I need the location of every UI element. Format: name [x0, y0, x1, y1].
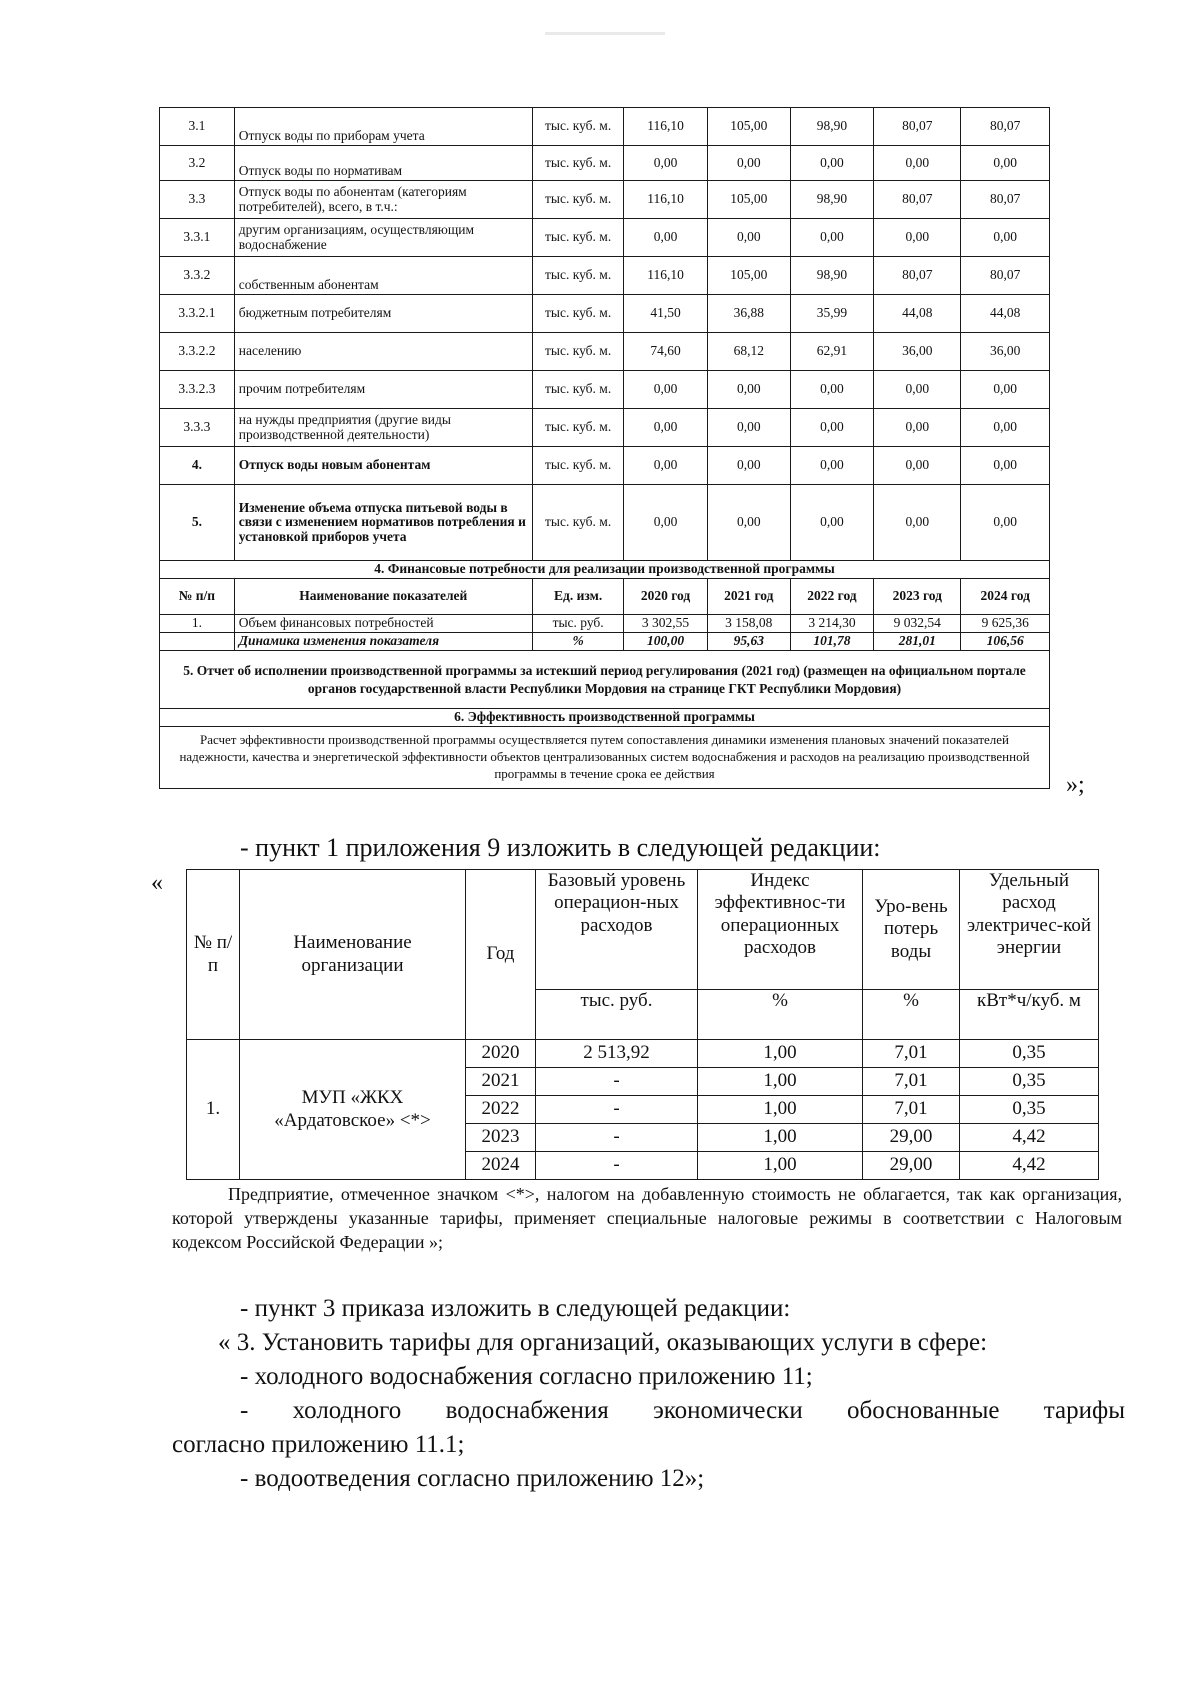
row-name: прочим потребителям: [234, 371, 532, 409]
cell-index: 1,00: [698, 1068, 863, 1096]
table-row: [160, 615, 1050, 633]
s4-header-year: 2021 год: [707, 579, 790, 615]
table-row: [160, 181, 1050, 219]
row-value: 0,00: [961, 146, 1050, 181]
cell-index: 1,00: [698, 1096, 863, 1124]
table-row: [160, 371, 1050, 409]
row-name: Изменение объема отпуска питьевой воды в связи с изменением нормативов потребления и установкой приборов учета: [234, 485, 532, 561]
row-value: 105,00: [707, 257, 790, 295]
row-unit: тыс. куб. м.: [532, 295, 624, 333]
s4-row-value: 3 302,55: [624, 615, 707, 633]
row-value: 0,00: [624, 485, 707, 561]
row-value: 0,00: [624, 219, 707, 257]
row-unit: тыс. куб. м.: [532, 108, 624, 146]
unit-base: тыс. руб.: [536, 990, 698, 1040]
opening-quote: «: [151, 870, 163, 896]
unit-energy: кВт*ч/куб. м: [960, 990, 1099, 1040]
table-row: [160, 485, 1050, 561]
row-num: 5.: [160, 485, 235, 561]
row-value: 0,00: [961, 485, 1050, 561]
row-value: 36,00: [961, 333, 1050, 371]
row-name: Отпуск воды по приборам учета: [234, 108, 532, 146]
cell-index: 1,00: [698, 1124, 863, 1152]
row-value: 80,07: [961, 108, 1050, 146]
table-row: [160, 257, 1050, 295]
row-num: 3.3.2.3: [160, 371, 235, 409]
section5-title: 5. Отчет об исполнении производственной программы за истекший период регулирования (2021 год) (размещен на официальном портале органов государственной власти Республики Мордовия на странице ГКТ Республики Мордовия): [160, 651, 1050, 709]
vat-note-text: Предприятие, отмеченное значком <*>, налогом на добавленную стоимость не облагается, так как организация, которой утверждены указанные тарифы, применяет специальные налоговые режимы в соответствии с Налоговым кодексом Российской Федерации »;: [172, 1184, 1122, 1252]
drainage-item: - водоотведения согласно приложению 12»;: [240, 1465, 705, 1492]
row-num: 4.: [160, 447, 235, 485]
row-unit: тыс. куб. м.: [532, 257, 624, 295]
row-value: 44,08: [874, 295, 961, 333]
row-name: населению: [234, 333, 532, 371]
row-value: 80,07: [961, 257, 1050, 295]
row-value: 98,90: [790, 108, 873, 146]
row-value: 68,12: [707, 333, 790, 371]
row-num: 3.3: [160, 181, 235, 219]
cell-energy: 4,42: [960, 1152, 1099, 1180]
row-name: на нужды предприятия (другие виды производственной деятельности): [234, 409, 532, 447]
row-unit: тыс. куб. м.: [532, 333, 624, 371]
row-unit: тыс. куб. м.: [532, 447, 624, 485]
cell-index: 1,00: [698, 1040, 863, 1068]
s4-header-year: 2024 год: [961, 579, 1050, 615]
cell-energy: 0,35: [960, 1068, 1099, 1096]
cell-year: 2023: [466, 1124, 536, 1152]
unit-index: %: [698, 990, 863, 1040]
s4-row-value: 9 625,36: [961, 615, 1050, 633]
row-value: 0,00: [790, 371, 873, 409]
cold-water-item: - холодного водоснабжения согласно приложению 11;: [240, 1363, 813, 1390]
row-value: 80,07: [961, 181, 1050, 219]
header-num: № п/ п: [187, 870, 240, 1040]
row-num: 3.3.2: [160, 257, 235, 295]
row-value: 80,07: [874, 257, 961, 295]
s4-header-year: 2020 год: [624, 579, 707, 615]
row-value: 0,00: [790, 447, 873, 485]
point3-tariffs: « 3. Установить тарифы для организаций, оказывающих услуги в сфере:: [218, 1329, 988, 1356]
row-value: 0,00: [961, 219, 1050, 257]
row-value: 98,90: [790, 257, 873, 295]
s4-row-value: 281,01: [874, 633, 961, 651]
row-value: 44,08: [961, 295, 1050, 333]
table-row: [160, 295, 1050, 333]
table-row: [160, 447, 1050, 485]
cell-year: 2022: [466, 1096, 536, 1124]
cell-year: 2020: [466, 1040, 536, 1068]
row-value: 35,99: [790, 295, 873, 333]
row-value: 41,50: [624, 295, 707, 333]
cell-loss: 7,01: [863, 1040, 960, 1068]
row-value: 0,00: [707, 146, 790, 181]
row-value: 0,00: [707, 485, 790, 561]
org-num: 1.: [187, 1040, 240, 1180]
s4-row-name: Объем финансовых потребностей: [234, 615, 532, 633]
row-name: другим организациям, осуществляющим водоснабжение: [234, 219, 532, 257]
cell-base: 2 513,92: [536, 1040, 698, 1068]
s4-row-value: 3 158,08: [707, 615, 790, 633]
s4-row-value: 95,63: [707, 633, 790, 651]
cell-base: -: [536, 1068, 698, 1096]
cell-energy: 4,42: [960, 1124, 1099, 1152]
row-value: 0,00: [874, 219, 961, 257]
row-value: 0,00: [707, 371, 790, 409]
row-value: 0,00: [874, 409, 961, 447]
row-value: 98,90: [790, 181, 873, 219]
row-value: 0,00: [624, 409, 707, 447]
row-value: 0,00: [707, 409, 790, 447]
row-name: Отпуск воды по абонентам (категориям потребителей), всего, в т.ч.:: [234, 181, 532, 219]
row-name: бюджетным потребителям: [234, 295, 532, 333]
cell-index: 1,00: [698, 1152, 863, 1180]
row-unit: тыс. куб. м.: [532, 181, 624, 219]
row-value: 0,00: [874, 447, 961, 485]
row-unit: тыс. куб. м.: [532, 371, 624, 409]
row-value: 0,00: [874, 371, 961, 409]
row-value: 0,00: [961, 447, 1050, 485]
header-water-loss: Уро-вень потерь воды: [863, 870, 960, 990]
row-num: 3.2: [160, 146, 235, 181]
efficiency-table: [186, 869, 1099, 1180]
header-efficiency-index: Индекс эффективнос-ти операционных расходов: [698, 870, 863, 990]
row-value: 80,07: [874, 108, 961, 146]
s4-row-name: Динамика изменения показателя: [234, 633, 532, 651]
row-value: 0,00: [707, 219, 790, 257]
row-unit: тыс. куб. м.: [532, 485, 624, 561]
row-value: 0,00: [961, 409, 1050, 447]
row-value: 105,00: [707, 108, 790, 146]
cell-base: -: [536, 1124, 698, 1152]
unit-loss: %: [863, 990, 960, 1040]
s4-row-value: 100,00: [624, 633, 707, 651]
row-value: 116,10: [624, 181, 707, 219]
row-value: 0,00: [624, 371, 707, 409]
cell-energy: 0,35: [960, 1096, 1099, 1124]
production-program-table: [159, 107, 1050, 789]
row-value: 62,91: [790, 333, 873, 371]
row-value: 80,07: [874, 181, 961, 219]
vat-note: [172, 1182, 1122, 1254]
table-row: [160, 333, 1050, 371]
row-value: 0,00: [624, 146, 707, 181]
row-num: 3.3.1: [160, 219, 235, 257]
row-num: 3.3.2.1: [160, 295, 235, 333]
row-value: 0,00: [707, 447, 790, 485]
row-name: Отпуск воды новым абонентам: [234, 447, 532, 485]
row-name: Отпуск воды по нормативам: [234, 146, 532, 181]
row-value: 74,60: [624, 333, 707, 371]
cell-loss: 7,01: [863, 1096, 960, 1124]
cell-energy: 0,35: [960, 1040, 1099, 1068]
row-value: 116,10: [624, 108, 707, 146]
table-row: [160, 409, 1050, 447]
row-value: 36,88: [707, 295, 790, 333]
s4-row-value: 9 032,54: [874, 615, 961, 633]
s4-row-value: 3 214,30: [790, 615, 873, 633]
row-value: 0,00: [624, 447, 707, 485]
row-value: 0,00: [790, 146, 873, 181]
row-value: 0,00: [790, 485, 873, 561]
s4-header-num: № п/п: [160, 579, 235, 615]
table-row: [160, 633, 1050, 651]
header-org-name: Наименование организации: [240, 870, 466, 1040]
row-num: 3.3.2.2: [160, 333, 235, 371]
s4-header-unit: Ед. изм.: [532, 579, 624, 615]
s4-row-num: [160, 633, 235, 651]
row-value: 36,00: [874, 333, 961, 371]
point1-intro: - пункт 1 приложения 9 изложить в следующей редакции:: [240, 833, 881, 862]
section4-title: 4. Финансовые потребности для реализации производственной программы: [160, 561, 1050, 579]
s4-header-year: 2022 год: [790, 579, 873, 615]
s4-row-unit: тыс. руб.: [532, 615, 624, 633]
table-row: [160, 219, 1050, 257]
scan-artifact: [545, 28, 665, 40]
org-name: МУП «ЖКХ «Ардатовское» <*>: [240, 1040, 466, 1180]
s4-row-value: 101,78: [790, 633, 873, 651]
cold-water-economic-item: - холодного водоснабжения экономически обоснованные тарифы: [240, 1397, 1125, 1424]
s4-row-value: 106,56: [961, 633, 1050, 651]
row-name: собственным абонентам: [234, 257, 532, 295]
cell-loss: 29,00: [863, 1152, 960, 1180]
cell-year: 2021: [466, 1068, 536, 1096]
row-value: 0,00: [874, 485, 961, 561]
header-energy: Удельный расход электричес-кой энергии: [960, 870, 1099, 990]
row-unit: тыс. куб. м.: [532, 146, 624, 181]
s4-row-num: 1.: [160, 615, 235, 633]
header-base-level: Базовый уровень операцион-ных расходов: [536, 870, 698, 990]
table-row: [160, 146, 1050, 181]
section6-text: Расчет эффективности производственной программы осуществляется путем сопоставления динамики изменения плановых значений показателей надежности, качества и энергетической эффективности объектов централизованных систем водоснабжения и расходов на реализацию производственной программы в течение срока ее действия: [160, 727, 1050, 789]
table-row: [187, 1040, 1099, 1068]
cell-year: 2024: [466, 1152, 536, 1180]
row-unit: тыс. куб. м.: [532, 409, 624, 447]
section6-title: 6. Эффективность производственной программы: [160, 709, 1050, 727]
row-value: 0,00: [961, 371, 1050, 409]
cell-loss: 29,00: [863, 1124, 960, 1152]
s4-header-name: Наименование показателей: [234, 579, 532, 615]
row-num: 3.3.3: [160, 409, 235, 447]
header-year: Год: [466, 870, 536, 1040]
row-value: 0,00: [874, 146, 961, 181]
row-unit: тыс. куб. м.: [532, 219, 624, 257]
cold-water-economic-item-cont: согласно приложению 11.1;: [172, 1431, 465, 1458]
point3-intro: - пункт 3 приказа изложить в следующей редакции:: [240, 1295, 791, 1322]
cell-loss: 7,01: [863, 1068, 960, 1096]
s4-row-unit: %: [532, 633, 624, 651]
closing-quote: »;: [1066, 772, 1085, 798]
cell-base: -: [536, 1096, 698, 1124]
row-value: 0,00: [790, 219, 873, 257]
row-value: 116,10: [624, 257, 707, 295]
row-value: 105,00: [707, 181, 790, 219]
s4-header-year: 2023 год: [874, 579, 961, 615]
row-num: 3.1: [160, 108, 235, 146]
table-row: [160, 108, 1050, 146]
row-value: 0,00: [790, 409, 873, 447]
cell-base: -: [536, 1152, 698, 1180]
